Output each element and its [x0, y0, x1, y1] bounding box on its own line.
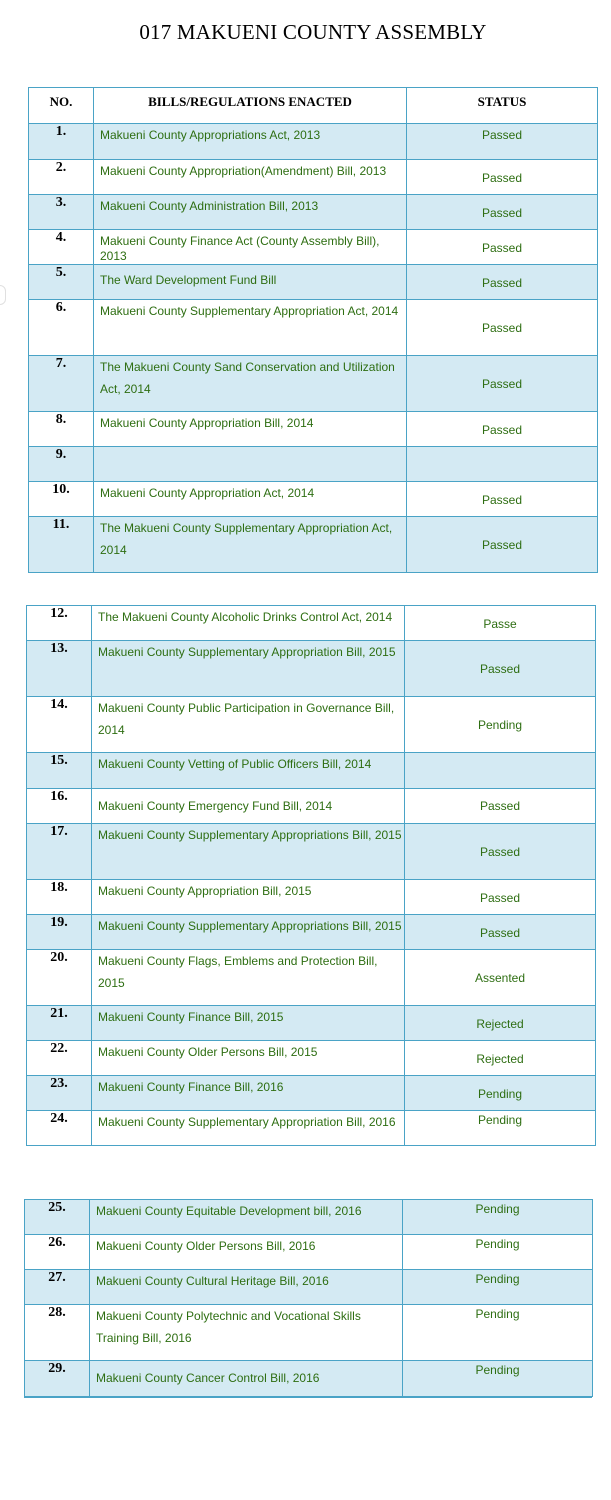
- bill-name: Makueni County Supplementary Appropriation Act, 2014: [94, 300, 407, 356]
- table-row: [29, 356, 598, 412]
- bill-name: Makueni County Administration Bill, 2013: [94, 195, 407, 230]
- bill-status: Assented: [405, 950, 596, 1006]
- bill-name: Makueni County Cultural Heritage Bill, 2016: [90, 1270, 403, 1305]
- header-no: NO.: [29, 88, 94, 124]
- row-number: 19.: [27, 915, 92, 950]
- row-number: 26.: [25, 1235, 90, 1270]
- bill-status: Pending: [405, 1076, 596, 1111]
- table-row: [27, 824, 596, 880]
- row-number: 29.: [25, 1361, 90, 1397]
- table-row: [29, 447, 598, 482]
- table-row: [27, 915, 596, 950]
- table-row: [27, 753, 596, 789]
- bill-status: Pending: [403, 1270, 593, 1305]
- row-number: 1.: [29, 124, 94, 160]
- bill-status: Passed: [407, 412, 598, 447]
- bill-status: Passed: [407, 300, 598, 356]
- table-row: [29, 517, 598, 573]
- bill-status: Passed: [407, 517, 598, 573]
- table-continuation-line: [24, 1397, 592, 1398]
- bill-status: Passed: [407, 482, 598, 517]
- bill-status: Passed: [407, 230, 598, 265]
- row-number: 5.: [29, 265, 94, 300]
- bill-status: Pending: [403, 1235, 593, 1270]
- bill-status: Pending: [405, 1111, 596, 1146]
- table-row: [27, 606, 596, 641]
- row-number: 27.: [25, 1270, 90, 1305]
- table-row: [27, 641, 596, 697]
- bill-name: Makueni County Polytechnic and Vocational Skills Training Bill, 2016: [90, 1305, 403, 1361]
- bill-status: Pending: [403, 1305, 593, 1361]
- row-number: 28.: [25, 1305, 90, 1361]
- bill-status: Rejected: [405, 1006, 596, 1041]
- bill-status: [407, 447, 598, 482]
- bill-name: The Makueni County Alcoholic Drinks Control Act, 2014: [92, 606, 405, 641]
- table-row: [27, 789, 596, 824]
- bill-status: Pending: [403, 1361, 593, 1397]
- bill-status: [405, 753, 596, 789]
- row-number: 21.: [27, 1006, 92, 1041]
- table-row: [29, 265, 598, 300]
- bill-name: Makueni County Finance Act (County Assembly Bill), 2013: [94, 230, 407, 265]
- row-number: 18.: [27, 880, 92, 915]
- bill-status: Passed: [405, 880, 596, 915]
- bill-name: Makueni County Older Persons Bill, 2016: [90, 1235, 403, 1270]
- table-row: [25, 1361, 593, 1397]
- bill-status: Passed: [405, 915, 596, 950]
- bill-name: Makueni County Older Persons Bill, 2015: [92, 1041, 405, 1076]
- bill-name: Makueni County Appropriation Bill, 2015: [92, 880, 405, 915]
- table-row: [29, 412, 598, 447]
- bill-status: Passed: [407, 195, 598, 230]
- row-number: 24.: [27, 1111, 92, 1146]
- bill-status: Passed: [405, 641, 596, 697]
- table-row: [27, 1111, 596, 1146]
- row-number: 12.: [27, 606, 92, 641]
- table-header-row: [29, 88, 598, 124]
- bill-status: Passed: [407, 160, 598, 195]
- row-number: 11.: [29, 517, 94, 573]
- row-number: 4.: [29, 230, 94, 265]
- row-number: 2.: [29, 160, 94, 195]
- row-number: 10.: [29, 482, 94, 517]
- table-row: [27, 880, 596, 915]
- bill-name: Makueni County Appropriation Act, 2014: [94, 482, 407, 517]
- row-number: 6.: [29, 300, 94, 356]
- header-bills: BILLS/REGULATIONS ENACTED: [94, 88, 407, 124]
- bills-table-3: [24, 1199, 593, 1397]
- row-number: 9.: [29, 447, 94, 482]
- table-row: [25, 1200, 593, 1235]
- bill-status: Pending: [405, 697, 596, 753]
- bill-status: Pending: [403, 1200, 593, 1235]
- bill-name: Makueni County Equitable Development bill, 2016: [90, 1200, 403, 1235]
- table-row: [27, 697, 596, 753]
- table-row: [29, 124, 598, 160]
- table-row: [25, 1270, 593, 1305]
- bill-status: Passed: [407, 265, 598, 300]
- bill-status: Passed: [407, 124, 598, 160]
- table-row: [27, 1006, 596, 1041]
- row-number: 3.: [29, 195, 94, 230]
- row-number: 7.: [29, 356, 94, 412]
- bill-status: Passed: [405, 824, 596, 880]
- row-number: 15.: [27, 753, 92, 789]
- bill-name: The Ward Development Fund Bill: [94, 265, 407, 300]
- bill-name: Makueni County Vetting of Public Officers Bill, 2014: [92, 753, 405, 789]
- row-number: 17.: [27, 824, 92, 880]
- row-number: 13.: [27, 641, 92, 697]
- bill-name: Makueni County Appropriation Bill, 2014: [94, 412, 407, 447]
- page-title: 017 MAKUENI COUNTY ASSEMBLY: [139, 20, 487, 44]
- bills-table-2: [26, 605, 596, 1146]
- row-number: 14.: [27, 697, 92, 753]
- row-number: 20.: [27, 950, 92, 1006]
- bill-name: Makueni County Finance Bill, 2015: [92, 1006, 405, 1041]
- bill-name: Makueni County Finance Bill, 2016: [92, 1076, 405, 1111]
- bill-name: Makueni County Supplementary Appropriation Bill, 2015: [92, 641, 405, 697]
- table-row: [27, 1076, 596, 1111]
- table-row: [25, 1235, 593, 1270]
- margin-marker: [0, 285, 6, 305]
- bill-name: Makueni County Public Participation in Governance Bill, 2014: [92, 697, 405, 753]
- bill-name: Makueni County Supplementary Appropriations Bill, 2015: [92, 915, 405, 950]
- bill-status: Passe: [405, 606, 596, 641]
- bill-name: Makueni County Appropriation(Amendment) Bill, 2013: [94, 160, 407, 195]
- table-row: [27, 950, 596, 1006]
- table-row: [29, 230, 598, 265]
- bill-name: [94, 447, 407, 482]
- bill-status: Passed: [405, 789, 596, 824]
- table-row: [25, 1305, 593, 1361]
- bill-name: The Makueni County Supplementary Appropriation Act, 2014: [94, 517, 407, 573]
- table-row: [29, 160, 598, 195]
- bill-name: Makueni County Supplementary Appropriation Bill, 2016: [92, 1111, 405, 1146]
- bill-name: Makueni County Cancer Control Bill, 2016: [90, 1361, 403, 1397]
- header-status: STATUS: [407, 88, 598, 124]
- bill-name: The Makueni County Sand Conservation and Utilization Act, 2014: [94, 356, 407, 412]
- bill-name: Makueni County Appropriations Act, 2013: [94, 124, 407, 160]
- bill-status: Passed: [407, 356, 598, 412]
- table-row: [29, 300, 598, 356]
- table-row: [29, 195, 598, 230]
- table-row: [27, 1041, 596, 1076]
- bill-name: Makueni County Supplementary Appropriations Bill, 2015: [92, 824, 405, 880]
- bill-status: Rejected: [405, 1041, 596, 1076]
- row-number: 25.: [25, 1200, 90, 1235]
- row-number: 16.: [27, 789, 92, 824]
- bills-table-1: [28, 87, 598, 573]
- table-row: [29, 482, 598, 517]
- bill-name: Makueni County Flags, Emblems and Protection Bill, 2015: [92, 950, 405, 1006]
- bill-name: Makueni County Emergency Fund Bill, 2014: [92, 789, 405, 824]
- row-number: 8.: [29, 412, 94, 447]
- row-number: 23.: [27, 1076, 92, 1111]
- row-number: 22.: [27, 1041, 92, 1076]
